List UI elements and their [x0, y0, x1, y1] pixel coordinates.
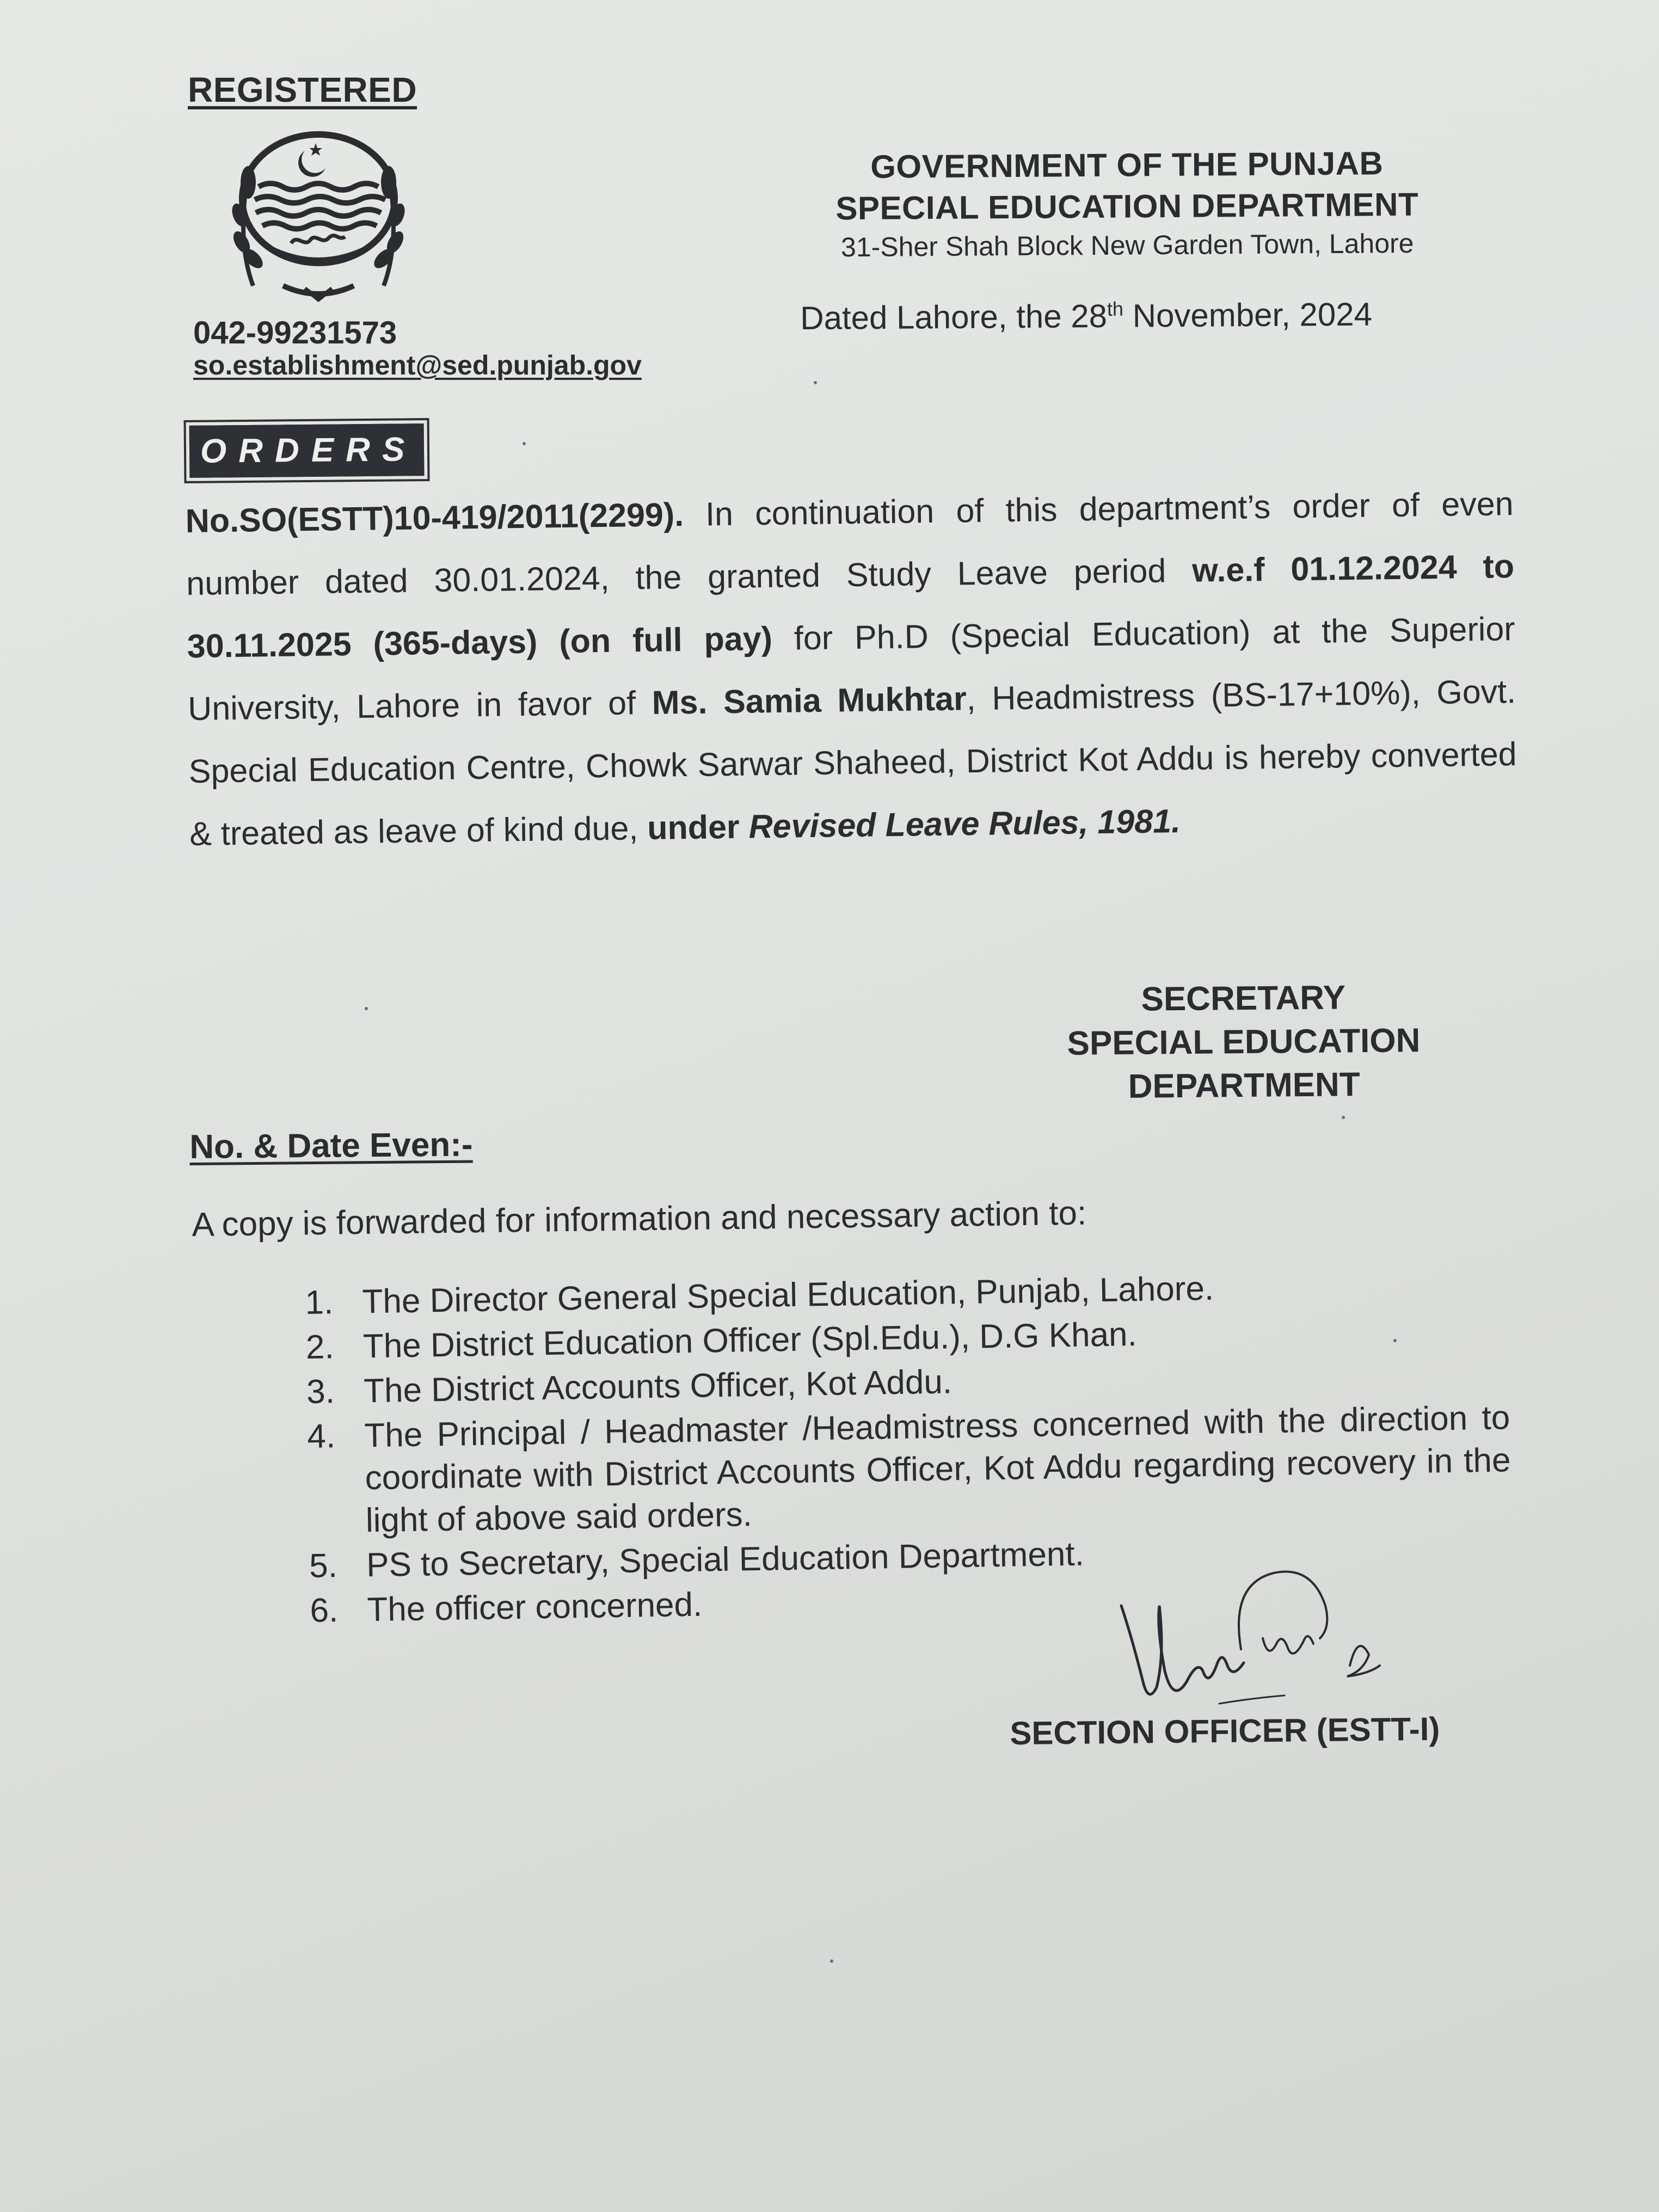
secretary-line-3: DEPARTMENT: [1128, 1066, 1360, 1105]
body-text-2: for Ph.D (Special Education) at the Superior University, Lahore in favor of: [187, 610, 1515, 727]
leave-period: w.e.f 01.12.2024 to 30.11.2025 (365-days) (on full pay): [187, 548, 1515, 665]
body-text-1: In continuation of this department’s order of even number dated 30.01.2024, the granted Study Leave period: [186, 485, 1514, 602]
order-body: [185, 472, 1518, 865]
speck: [814, 381, 817, 384]
dated-line: [800, 296, 1372, 337]
speck: [1342, 1116, 1345, 1119]
punjab-emblem-icon: [201, 122, 435, 308]
letterhead: [784, 142, 1470, 266]
government-title: GOVERNMENT OF THE PUNJAB: [870, 145, 1384, 185]
department-title: SPECIAL EDUCATION DEPARTMENT: [835, 186, 1419, 227]
orders-badge: ORDERS: [189, 423, 425, 478]
list-item: 1. The Director General Special Education, Punjab, Lahore.: [305, 1269, 1214, 1322]
list-item: 4. The Principal / Headmaster /Headmistress concerned with the direction to coordinate with District Accounts Officer, Kot Addu regarding recovery in the light of above said orders.: [306, 1399, 1511, 1540]
registered-label: REGISTERED: [188, 70, 417, 109]
secretary-line-1: SECRETARY: [1141, 979, 1346, 1018]
list-item: 3. The District Accounts Officer, Kot Addu.: [306, 1363, 953, 1411]
speck: [830, 1959, 833, 1963]
officer-name: Ms. Samia Mukhtar: [652, 680, 967, 721]
phone-number: 042-99231573: [193, 315, 397, 351]
no-date-heading: No. & Date Even:-: [189, 1126, 473, 1166]
rules-reference: Revised Leave Rules, 1981.: [748, 802, 1181, 845]
list-item: 5. PS to Secretary, Special Education Department.: [309, 1535, 1085, 1585]
copy-forward-line: A copy is forwarded for information and necessary action to:: [192, 1194, 1087, 1244]
department-address: 31-Sher Shah Block New Garden Town, Lahore: [840, 228, 1414, 263]
rules-prefix: under: [647, 808, 749, 846]
reference-number: No.SO(ESTT)10-419/2011(2299).: [185, 496, 684, 539]
list-item: 2. The District Education Officer (Spl.Edu.), D.G Khan.: [305, 1316, 1138, 1366]
list-item: 6. The officer concerned.: [309, 1586, 703, 1630]
speck: [1393, 1339, 1397, 1342]
dated-superscript: th: [1107, 297, 1124, 321]
dated-prefix: Dated Lahore, the 28: [800, 298, 1108, 336]
body-text-3: , Headmistress (BS-17+10%), Govt. Special Education Centre, Chowk Sarwar Shaheed, District Kot Addu is hereby converted & treated as leave of kind due,: [188, 673, 1517, 852]
dated-suffix: November, 2024: [1123, 296, 1373, 334]
secretary-line-2: SPECIAL EDUCATION: [1067, 1022, 1421, 1062]
speck: [523, 442, 526, 445]
speck: [365, 1007, 368, 1010]
email-address: so.establishment@sed.punjab.gov: [193, 350, 642, 380]
section-officer-title: SECTION OFFICER (ESTT-I): [1010, 1710, 1440, 1752]
secretary-block: [1034, 975, 1454, 1110]
